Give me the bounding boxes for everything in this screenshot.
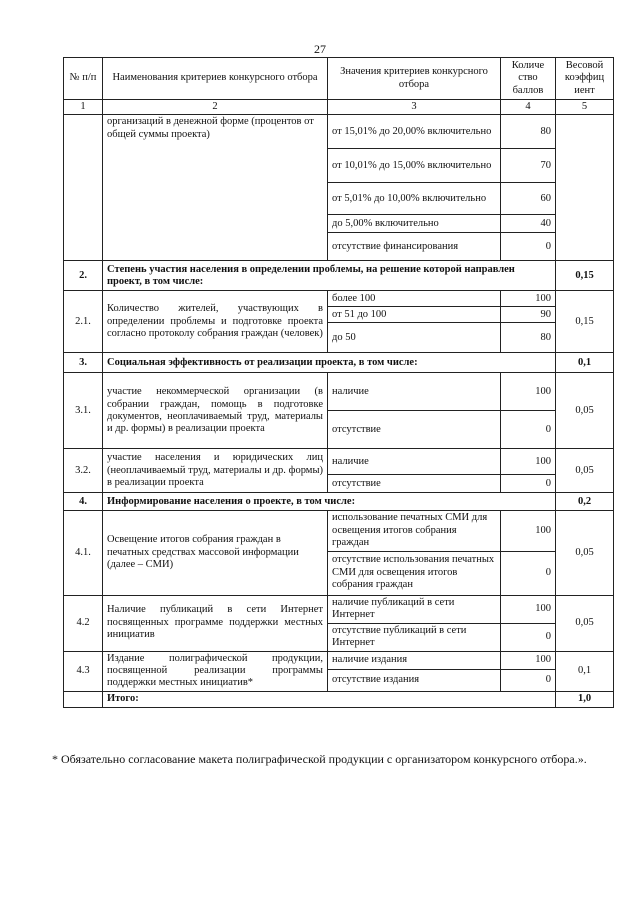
criterion-points: 100 bbox=[501, 651, 556, 669]
table-row bbox=[64, 115, 614, 149]
column-index: 5 bbox=[556, 100, 614, 115]
section-title: Социальная эффективность от реализации проекта, в том числе: bbox=[103, 353, 556, 373]
row-num: 4.1. bbox=[64, 511, 103, 595]
criterion-points: 80 bbox=[501, 323, 556, 353]
total-weight: 1,0 bbox=[556, 691, 614, 707]
total-row bbox=[64, 691, 614, 707]
criterion-weight: 0,15 bbox=[556, 291, 614, 353]
criterion-value: отсутствие использования печатных СМИ для освещения итогов собрания граждан bbox=[328, 551, 501, 595]
criterion-name: Освещение итогов собрания граждан в печатных средствах массовой информации (далее – СМИ) bbox=[103, 511, 328, 595]
criterion-points: 80 bbox=[501, 115, 556, 149]
section-num: 2. bbox=[64, 261, 103, 291]
table-row bbox=[64, 373, 614, 411]
criterion-points: 100 bbox=[501, 595, 556, 623]
table-header-row bbox=[64, 58, 614, 100]
criterion-points: 60 bbox=[501, 183, 556, 215]
header-name: Наименования критериев конкурсного отбора bbox=[103, 58, 328, 100]
table-row bbox=[64, 291, 614, 307]
criterion-points: 100 bbox=[501, 291, 556, 307]
criterion-name: участие некоммерческой организации (в собрании граждан, помощь в подготовке документов, неоплачиваемый труд, материалы и др. формы) в реализации проекта bbox=[103, 373, 328, 449]
criterion-points: 100 bbox=[501, 511, 556, 551]
section-row bbox=[64, 493, 614, 511]
criterion-weight: 0,05 bbox=[556, 449, 614, 493]
section-weight: 0,1 bbox=[556, 353, 614, 373]
criteria-table bbox=[63, 57, 614, 708]
section-weight: 0,2 bbox=[556, 493, 614, 511]
criterion-points: 100 bbox=[501, 373, 556, 411]
row-num: 4.3 bbox=[64, 651, 103, 691]
criterion-points: 0 bbox=[501, 475, 556, 493]
row-num: 3.1. bbox=[64, 373, 103, 449]
row-num bbox=[64, 691, 103, 707]
criterion-name: организаций в денежной форме (процентов от общей суммы проекта) bbox=[103, 115, 328, 261]
section-row bbox=[64, 353, 614, 373]
criterion-value: отсутствие финансирования bbox=[328, 233, 501, 261]
row-num: 2.1. bbox=[64, 291, 103, 353]
criterion-value: наличие bbox=[328, 373, 501, 411]
criterion-points: 70 bbox=[501, 149, 556, 183]
criterion-value: от 15,01% до 20,00% включительно bbox=[328, 115, 501, 149]
criterion-name: Издание полиграфической продукции, посвященной реализации программы поддержки местных инициатив* bbox=[103, 651, 328, 691]
criterion-points: 100 bbox=[501, 449, 556, 475]
table-row bbox=[64, 595, 614, 623]
criterion-points: 0 bbox=[501, 411, 556, 449]
criterion-value: более 100 bbox=[328, 291, 501, 307]
section-num: 3. bbox=[64, 353, 103, 373]
page-number: 27 bbox=[314, 42, 326, 56]
column-index: 4 bbox=[501, 100, 556, 115]
criterion-weight: 0,05 bbox=[556, 373, 614, 449]
criterion-value: отсутствие издания bbox=[328, 669, 501, 691]
criterion-value: до 50 bbox=[328, 323, 501, 353]
total-label: Итого: bbox=[103, 691, 556, 707]
criterion-points: 0 bbox=[501, 623, 556, 651]
criterion-weight: 0,05 bbox=[556, 595, 614, 651]
criterion-value: до 5,00% включительно bbox=[328, 215, 501, 233]
criterion-value: наличие издания bbox=[328, 651, 501, 669]
section-num: 4. bbox=[64, 493, 103, 511]
section-row bbox=[64, 261, 614, 291]
header-points: Количе ство баллов bbox=[501, 58, 556, 100]
criterion-value: наличие публикаций в сети Интернет bbox=[328, 595, 501, 623]
column-index: 2 bbox=[103, 100, 328, 115]
criterion-weight bbox=[556, 115, 614, 261]
header-weight: Весовой коэффиц иент bbox=[556, 58, 614, 100]
header-values: Значения критериев конкурсного отбора bbox=[328, 58, 501, 100]
section-weight: 0,15 bbox=[556, 261, 614, 291]
criterion-value: отсутствие bbox=[328, 475, 501, 493]
criterion-points: 0 bbox=[501, 669, 556, 691]
criterion-name: участие населения и юридических лиц (неоплачиваемый труд, материалы и др. формы) в реализации проекта bbox=[103, 449, 328, 493]
section-title: Степень участия населения в определении проблемы, на решение которой направлен проект, в том числе: bbox=[103, 261, 556, 291]
criterion-value: от 5,01% до 10,00% включительно bbox=[328, 183, 501, 215]
criterion-weight: 0,1 bbox=[556, 651, 614, 691]
row-num: 3.2. bbox=[64, 449, 103, 493]
criterion-points: 0 bbox=[501, 551, 556, 595]
row-num bbox=[64, 115, 103, 261]
header-num: № п/п bbox=[64, 58, 103, 100]
criterion-weight: 0,05 bbox=[556, 511, 614, 595]
criterion-value: отсутствие публикаций в сети Интернет bbox=[328, 623, 501, 651]
criterion-value: от 10,01% до 15,00% включительно bbox=[328, 149, 501, 183]
criterion-name: Количество жителей, участвующих в определении проблемы и подготовке проекта согласно протоколу собрания граждан (человек) bbox=[103, 291, 328, 353]
section-title: Информирование населения о проекте, в том числе: bbox=[103, 493, 556, 511]
table-row bbox=[64, 449, 614, 475]
column-index: 1 bbox=[64, 100, 103, 115]
criterion-value: от 51 до 100 bbox=[328, 307, 501, 323]
criterion-points: 40 bbox=[501, 215, 556, 233]
table-row bbox=[64, 651, 614, 669]
criterion-value: наличие bbox=[328, 449, 501, 475]
criterion-points: 0 bbox=[501, 233, 556, 261]
criterion-value: отсутствие bbox=[328, 411, 501, 449]
criterion-name: Наличие публикаций в сети Интернет посвященных программе поддержки местных инициатив bbox=[103, 595, 328, 651]
row-num: 4.2 bbox=[64, 595, 103, 651]
table-row bbox=[64, 511, 614, 551]
criterion-points: 90 bbox=[501, 307, 556, 323]
column-index: 3 bbox=[328, 100, 501, 115]
column-index-row bbox=[64, 100, 614, 115]
criterion-value: использование печатных СМИ для освещения итогов собрания граждан bbox=[328, 511, 501, 551]
footnote: * Обязательно согласование макета полиграфической продукции с организатором конкурсного отбора.». bbox=[52, 752, 587, 766]
